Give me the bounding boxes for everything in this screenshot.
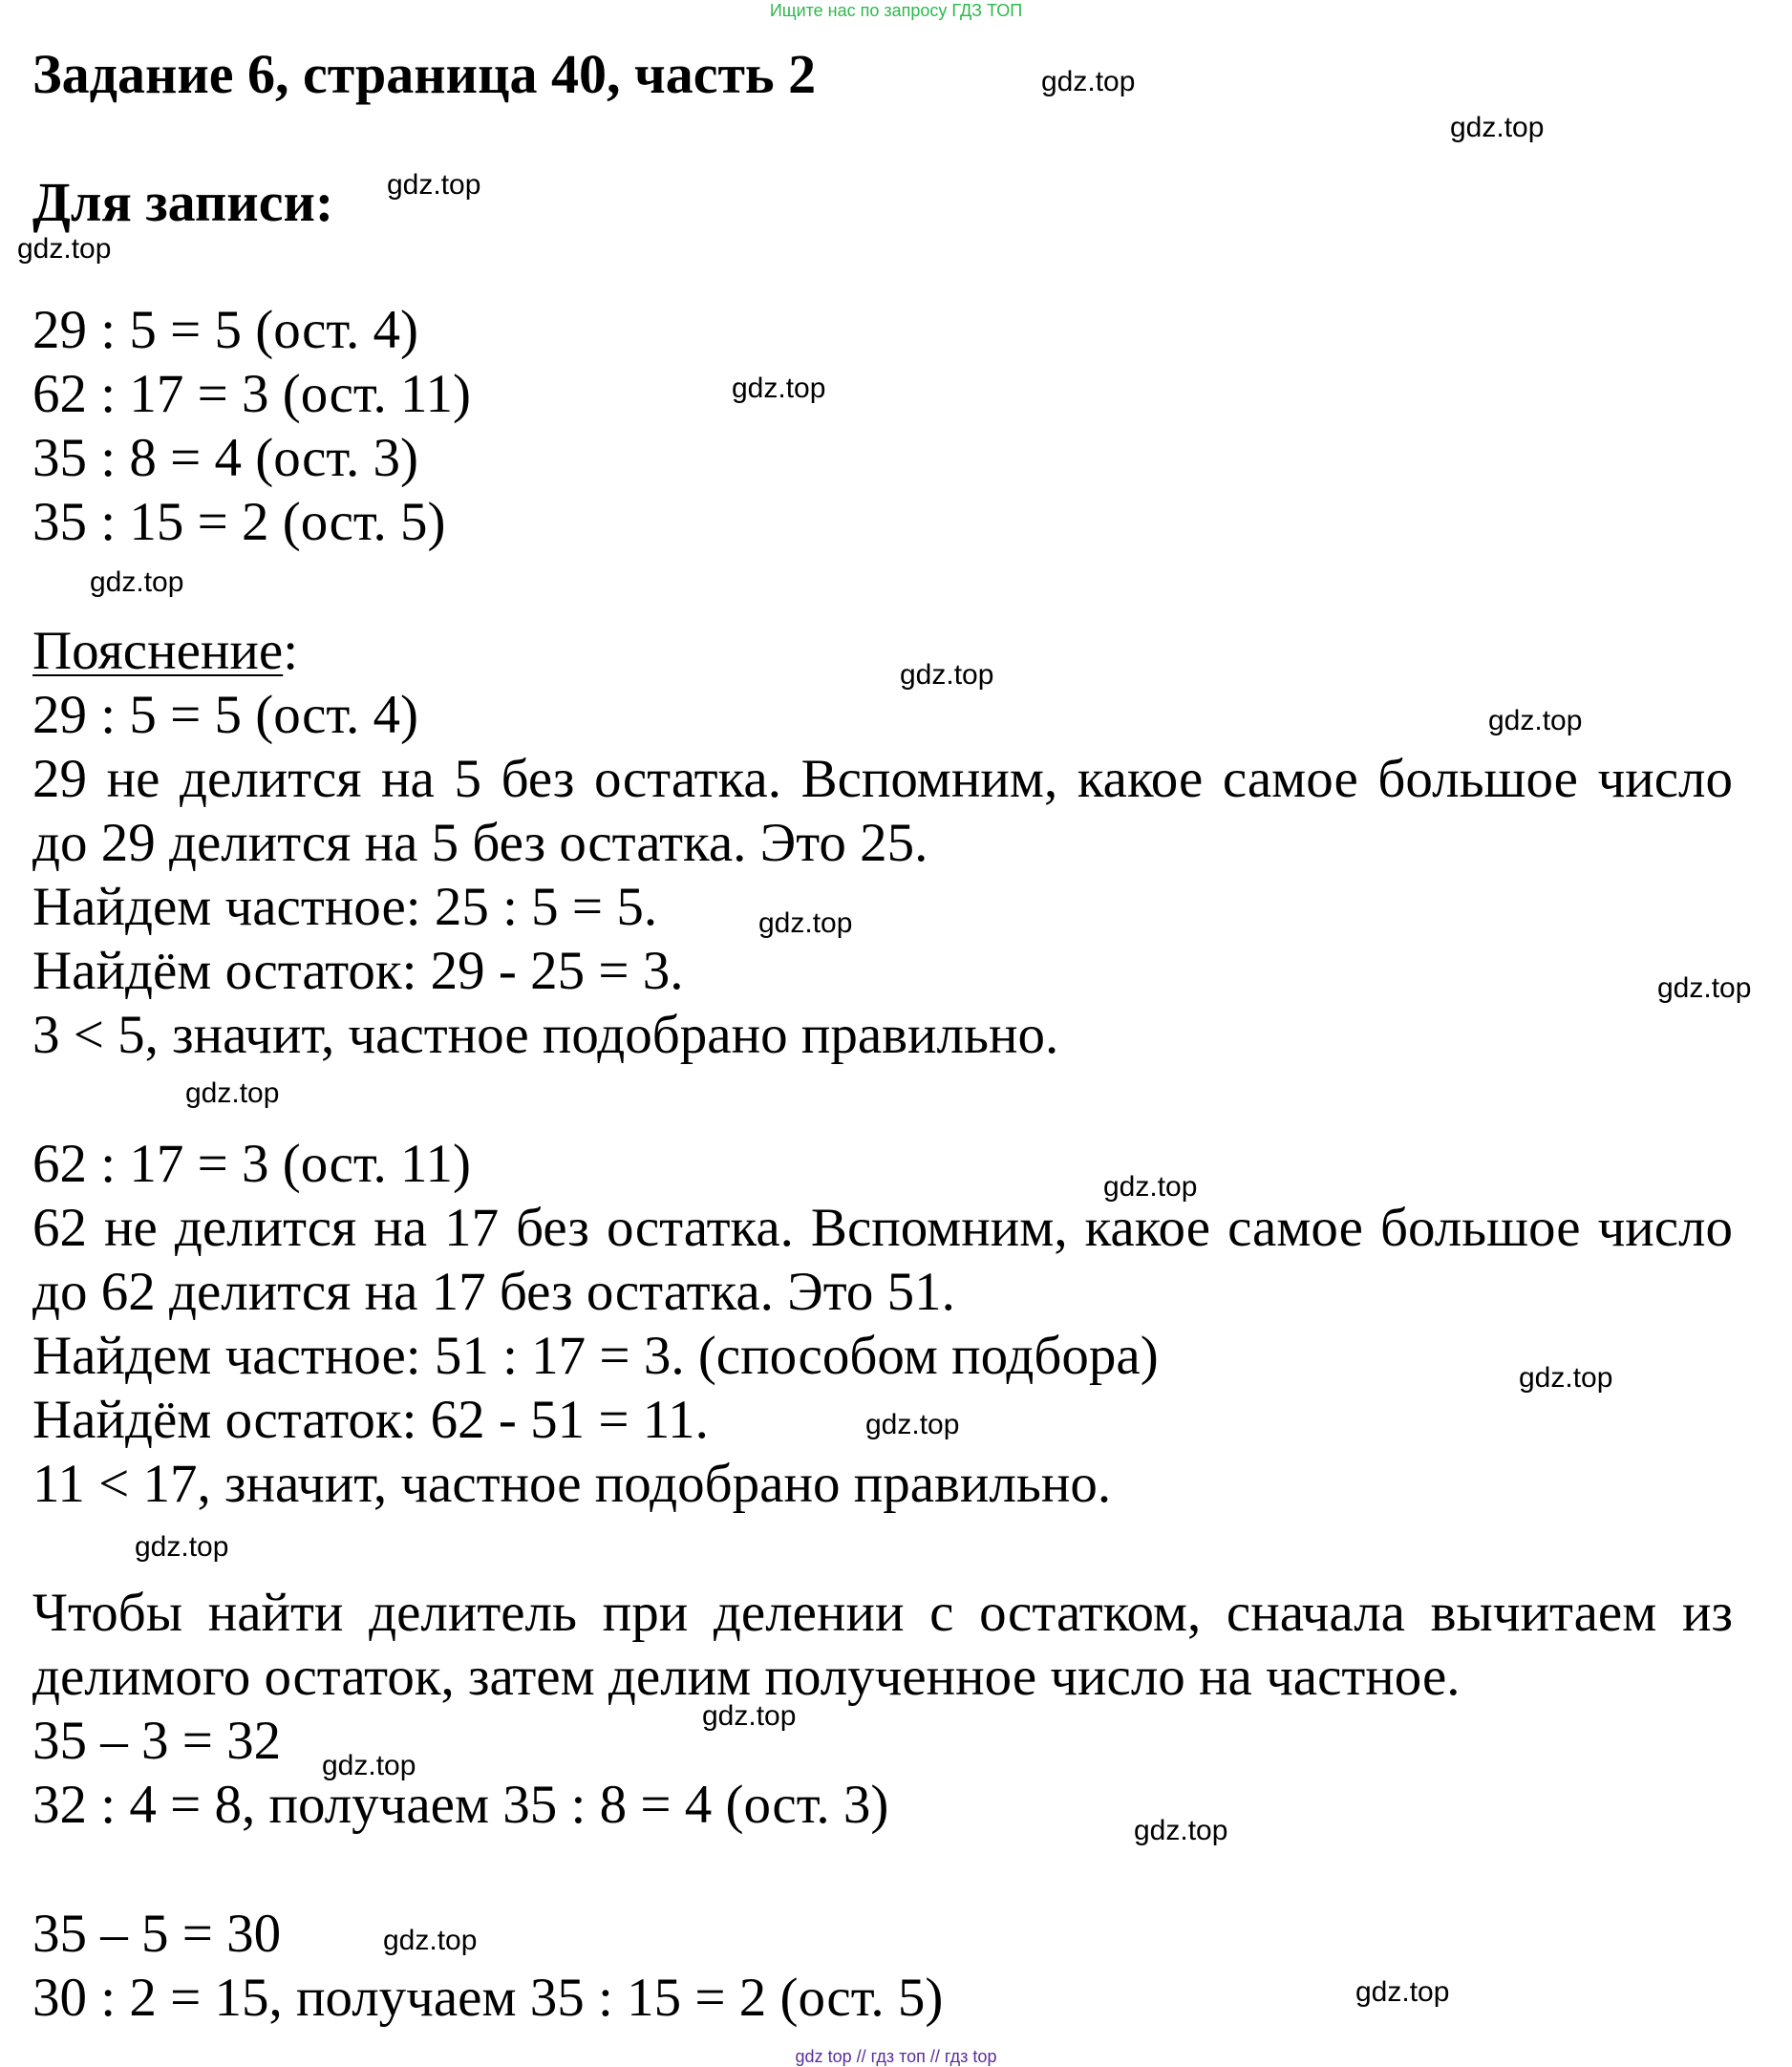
explanation-line: делимого остаток, затем делим полученное число на частное. (32, 1647, 1461, 1707)
record-heading: Для записи: (32, 171, 334, 233)
watermark: gdz.top (758, 907, 853, 939)
explanation-line: Найдем частное: 25 : 5 = 5. (32, 877, 658, 937)
watermark: gdz.top (1450, 112, 1545, 143)
record-line: 29 : 5 = 5 (ост. 4) (32, 300, 419, 360)
watermark: gdz.top (135, 1531, 229, 1563)
top-banner: Ищите нас по запросу ГДЗ ТОП (769, 1, 1023, 20)
watermark: gdz.top (732, 373, 826, 404)
watermark: gdz.top (1041, 66, 1136, 97)
watermark: gdz.top (322, 1750, 416, 1781)
explanation-colon: : (283, 621, 299, 681)
explanation-line: до 62 делится на 17 без остатка. Это 51. (32, 1262, 955, 1322)
watermark: gdz.top (1488, 705, 1583, 736)
explanation-heading (32, 620, 298, 683)
watermark: gdz.top (383, 1925, 478, 1956)
watermark: gdz.top (387, 169, 481, 201)
page-title: Задание 6, страница 40, часть 2 (32, 43, 817, 105)
watermark: gdz.top (1355, 1976, 1450, 2008)
record-line: 35 : 8 = 4 (ост. 3) (32, 428, 419, 488)
explanation-line: до 29 делится на 5 без остатка. Это 25. (32, 813, 928, 873)
explanation-line: 35 – 5 = 30 (32, 1904, 282, 1964)
explanation-line: Найдём остаток: 62 - 51 = 11. (32, 1390, 709, 1450)
watermark: gdz.top (17, 233, 112, 265)
watermark: gdz.top (1134, 1815, 1228, 1846)
watermark: gdz.top (90, 566, 184, 598)
explanation-line: 30 : 2 = 15, получаем 35 : 15 = 2 (ост. 5) (32, 1968, 944, 2028)
explanation-line: 3 < 5, значит, частное подобрано правильно. (32, 1005, 1059, 1065)
explanation-line: 11 < 17, значит, частное подобрано правильно. (32, 1454, 1112, 1514)
explanation-line: Чтобы найти делитель при делении с остатком, сначала вычитаем из (32, 1583, 1733, 1643)
explanation-line: 29 : 5 = 5 (ост. 4) (32, 685, 419, 745)
record-line: 62 : 17 = 3 (ост. 11) (32, 364, 471, 424)
watermark: gdz.top (865, 1409, 960, 1440)
explanation-line: 32 : 4 = 8, получаем 35 : 8 = 4 (ост. 3) (32, 1775, 889, 1835)
watermark: gdz.top (1519, 1362, 1613, 1394)
explanation-label: Пояснение (32, 621, 284, 681)
watermark: gdz.top (900, 659, 994, 691)
watermark: gdz.top (702, 1700, 797, 1732)
explanation-line: 35 – 3 = 32 (32, 1711, 282, 1771)
watermark: gdz.top (1657, 972, 1752, 1004)
explanation-line: Найдём остаток: 29 - 25 = 3. (32, 941, 684, 1001)
explanation-line: 62 не делится на 17 без остатка. Вспомним, какое самое большое число (32, 1198, 1733, 1258)
explanation-line: 62 : 17 = 3 (ост. 11) (32, 1134, 471, 1194)
record-line: 35 : 15 = 2 (ост. 5) (32, 492, 446, 552)
explanation-line: Найдем частное: 51 : 17 = 3. (способом подбора) (32, 1326, 1159, 1386)
watermark: gdz.top (1103, 1171, 1198, 1203)
bottom-banner: gdz top // гдз топ // гдз top (795, 2047, 997, 2066)
explanation-line: 29 не делится на 5 без остатка. Вспомним, какое самое большое число (32, 749, 1733, 809)
watermark: gdz.top (185, 1077, 280, 1109)
